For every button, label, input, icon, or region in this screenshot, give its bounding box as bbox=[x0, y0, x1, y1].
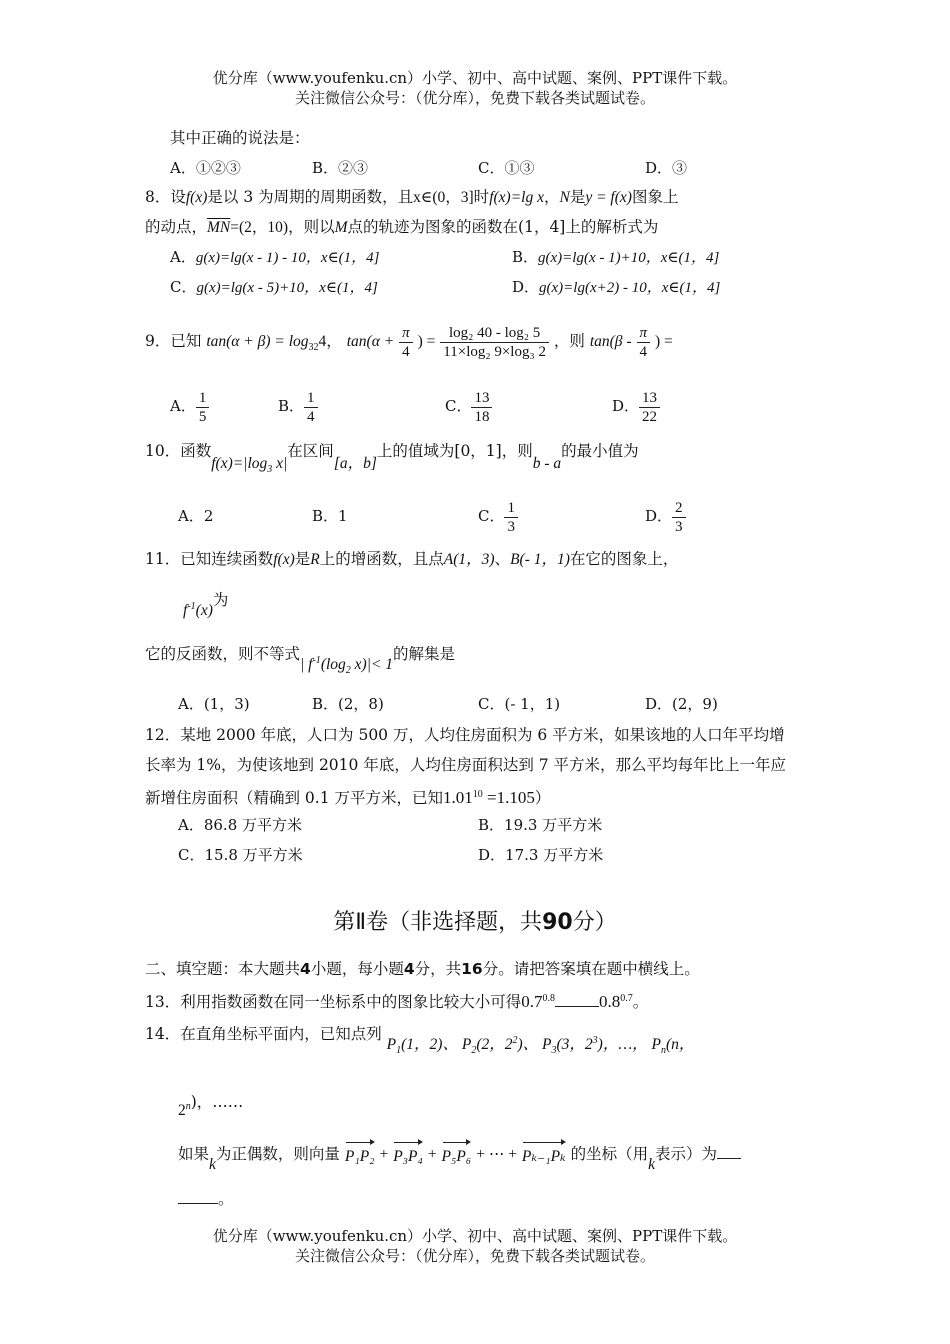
q8-option-a: A．g(x)=lg(x - 1) - 10，x∈(1，4] bbox=[170, 248, 380, 266]
q11-option-d: D．(2，9) bbox=[645, 695, 718, 713]
vector-p1p2: P₁P₂ bbox=[345, 1138, 375, 1168]
fill-in-intro: 二、填空题：本大题共4小题，每小题4分，共16分。请把答案填在题中横线上。 bbox=[145, 960, 700, 978]
q7-option-d: D．③ bbox=[645, 159, 688, 177]
q7-option-b: B．②③ bbox=[312, 159, 369, 177]
q9-option-b: B． $\frac{1}{4}$ bbox=[278, 386, 318, 426]
q9-stem: 9．已知 $\tan(\alpha + \beta) = \log_{32}4$， tan(α + $\frac{\pi}{4}$ ) = $\frac{\text{log₂ 40 - log₂ 5}}{\text{11×log₂ 9×log₃ 2}}$ ，则 tan(β - $\frac{\pi}{4}$ ) = bbox=[145, 324, 673, 360]
footer-line-1: 优分库（www.youfenku.cn）小学、初中、高中试题、案例、PPT课件下载。 bbox=[212, 1227, 738, 1245]
header-line-2: 关注微信公众号：（优分库），免费下载各类试题试卷。 bbox=[294, 89, 655, 107]
log-fraction: $\frac{\text{log₂ 40 - log₂ 5}}{\text{11×log₂ 9×log₃ 2}}$ bbox=[440, 324, 549, 361]
q12-option-b: B．19.3 万平方米 bbox=[478, 816, 603, 834]
q8-option-b: B．g(x)=lg(x - 1)+10，x∈(1，4] bbox=[512, 248, 720, 266]
q13-stem: 13．利用指数函数在同一坐标系中的图象比较大小可得$0.7^{0.8}$ $0.8^{0.7}$。 bbox=[145, 992, 649, 1011]
pi-over-4: $\frac{\pi}{4}$ bbox=[399, 324, 413, 361]
vector-mn: $\overline{MN}$ bbox=[207, 219, 231, 236]
q7-option-c: C．①③ bbox=[478, 159, 535, 177]
q12-option-c: C．15.8 万平方米 bbox=[178, 846, 303, 864]
q10-option-b: B．1 bbox=[312, 507, 348, 525]
pi-over-4-b: $\frac{\pi}{4}$ bbox=[637, 324, 651, 361]
vector-pk1pk: Pₖ₋₁Pₖ bbox=[522, 1138, 566, 1168]
vector-p3p4: P₃P₄ bbox=[393, 1138, 423, 1168]
q12-line-1: 12．某地 2000 年底，人口为 500 万，人均住房面积为 6 平方米，如果该地的人口年平均增 bbox=[145, 726, 785, 744]
q14-answer-blank-2[interactable] bbox=[178, 1189, 218, 1204]
q12-line-3: 新增住房面积（精确到 0.1 万平方米，已知1.01$^{10}$ =1.105） bbox=[145, 788, 551, 807]
q11-option-a: A．(1，3) bbox=[178, 695, 250, 713]
q10-option-c: C． $\frac{1}{3}$ bbox=[478, 496, 518, 536]
q8-option-d: D．g(x)=lg(x+2) - 10，x∈(1，4] bbox=[512, 278, 721, 296]
q10-option-a: A．2 bbox=[178, 507, 214, 525]
q12-option-d: D．17.3 万平方米 bbox=[478, 846, 604, 864]
q10-stem: 10．函数$f(x)=|\log_3$ x|在区间[a，b]上的值域为[0，1]，则b - a的最小值为 bbox=[145, 442, 639, 475]
q14-line-1: 14．在直角坐标平面内，已知点列 $P_1(1$，2)、 $P_2(2$，$2^2$)、 $P_3(3$，$2^3$)，…， $P_n(n$， bbox=[145, 1025, 695, 1056]
q9-option-d: D． $\frac{13}{22}$ bbox=[612, 386, 660, 426]
q11-line-3: 它的反函数，则不等式| $f^{-1}(\log_2$ x)|< 1的解集是 bbox=[145, 645, 456, 676]
q14-line-2: 2$^n$)，…… bbox=[178, 1093, 244, 1119]
q11-line-2: $f^{-1}(x)$为 bbox=[183, 591, 229, 619]
q9-option-c: C． $\frac{13}{18}$ bbox=[445, 386, 492, 426]
q8-option-c: C．g(x)=lg(x - 5)+10，x∈(1，4] bbox=[170, 278, 378, 296]
q8-line-1: 8．设f(x)是以 3 为周期的周期函数，且x∈(0，3]时f(x)=lg x，N是y = f(x)图象上 bbox=[145, 188, 679, 206]
q12-line-2: 长率为 1%，为使该地到 2010 年底，人均住房面积达到 7 平方米，那么平均每年比上一年应 bbox=[145, 756, 787, 774]
q7-option-a: A．①②③ bbox=[170, 159, 241, 177]
q14-line-4: 。 bbox=[178, 1188, 234, 1210]
q13-answer-blank[interactable] bbox=[555, 992, 599, 1007]
q14-line-3: 如果k为正偶数，则向量 P₁P₂ + P₃P₄ + P₅P₆ + ⋯ + Pₖ₋₁Pₖ 的坐标（用k表示）为 bbox=[178, 1136, 741, 1166]
q11-option-b: B．(2，8) bbox=[312, 695, 384, 713]
q9-option-a: A． $\frac{1}{5}$ bbox=[170, 386, 209, 426]
q11-option-c: C．(- 1，1) bbox=[478, 695, 561, 713]
q10-option-d: D． $\frac{2}{3}$ bbox=[645, 496, 686, 536]
footer-line-2: 关注微信公众号：（优分库），免费下载各类试题试卷。 bbox=[294, 1247, 655, 1265]
q7-stem: 其中正确的说法是： bbox=[170, 129, 310, 147]
part-ii-title: 第Ⅱ卷（非选择题，共90分） bbox=[333, 910, 617, 935]
q14-answer-blank-1[interactable] bbox=[717, 1144, 741, 1159]
q12-option-a: A．86.8 万平方米 bbox=[178, 816, 302, 834]
q8-line-2: 的动点，$\overline{MN}=(2$，10)，则以M点的轨迹为图象的函数在(1，4]上的解析式为 bbox=[145, 218, 659, 236]
header-line-1: 优分库（www.youfenku.cn）小学、初中、高中试题、案例、PPT课件下载。 bbox=[212, 69, 738, 87]
q11-line-1: 11．已知连续函数f(x)是R上的增函数，且点A(1，3)、B(- 1，1)在它的图象上， bbox=[145, 550, 679, 568]
vector-p5p6: P₅P₆ bbox=[442, 1138, 472, 1168]
